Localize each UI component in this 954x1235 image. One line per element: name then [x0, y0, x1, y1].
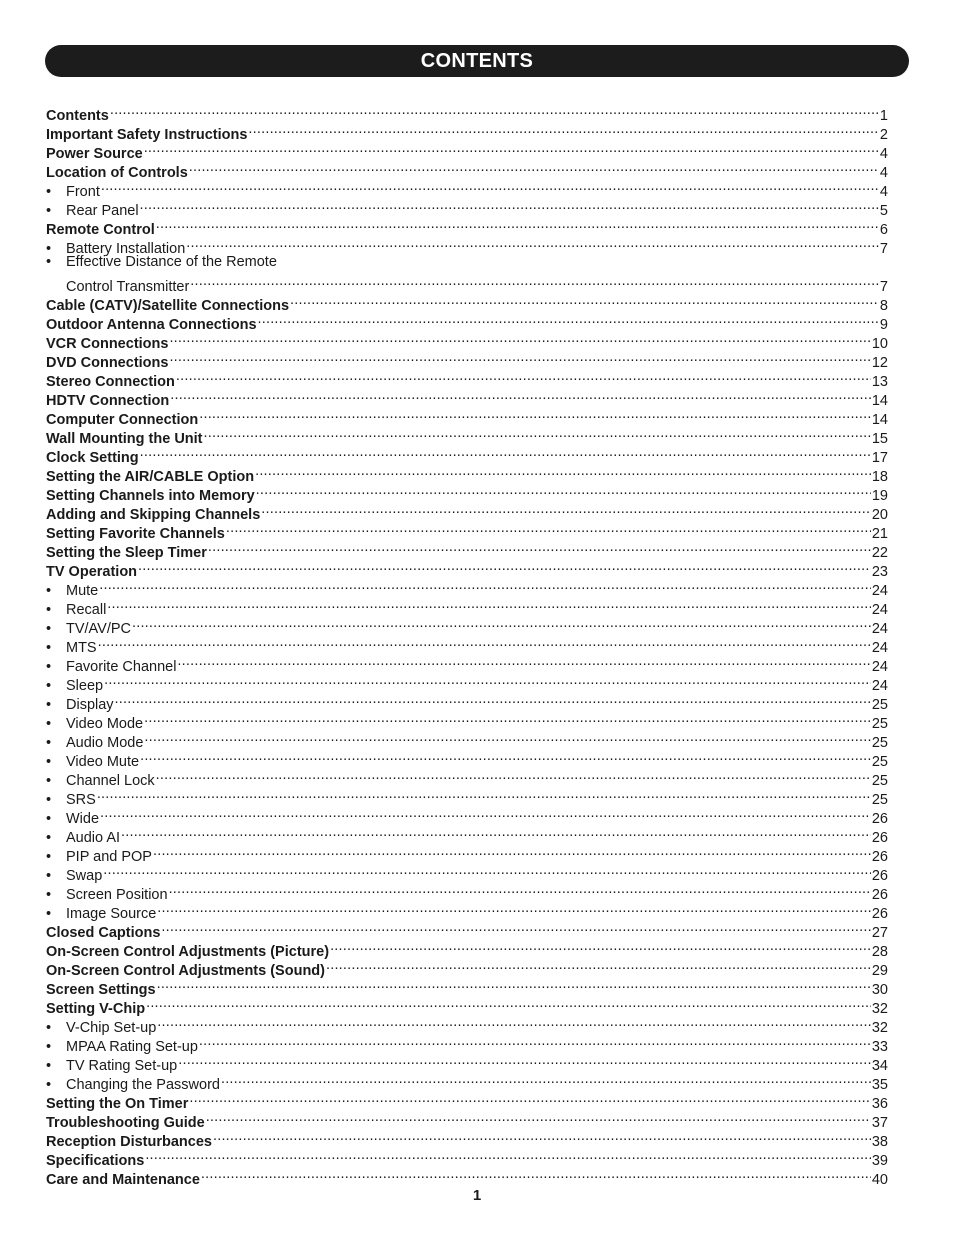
toc-entry[interactable]	[46, 158, 888, 181]
toc-page-number: 15	[871, 431, 888, 447]
bullet-icon: •	[46, 906, 52, 922]
toc-dot-leader	[104, 671, 871, 690]
toc-subentry[interactable]	[46, 709, 888, 732]
toc-subentry[interactable]	[46, 880, 888, 903]
toc-dot-leader	[189, 1089, 871, 1108]
toc-entry-label: Rear Panel	[66, 203, 139, 219]
toc-entry[interactable]	[46, 215, 888, 238]
toc-page-number: 26	[871, 811, 888, 827]
toc-dot-leader	[169, 329, 870, 348]
toc-entry-label: Sleep	[66, 678, 104, 694]
toc-page-number: 4	[879, 165, 888, 181]
toc-page-number: 35	[871, 1077, 888, 1093]
toc-dot-leader	[100, 804, 871, 823]
toc-entry-label: Reception Disturbances	[46, 1134, 212, 1150]
toc-entry[interactable]	[46, 348, 888, 371]
toc-subentry[interactable]	[46, 1013, 888, 1036]
toc-dot-leader	[199, 1032, 871, 1051]
bullet-icon: •	[46, 640, 52, 656]
toc-entry[interactable]	[46, 937, 888, 960]
toc-page-number: 32	[871, 1001, 888, 1017]
toc-entry[interactable]	[46, 994, 888, 1017]
toc-page-number: 26	[871, 887, 888, 903]
toc-subentry[interactable]	[46, 899, 888, 922]
toc-subentry[interactable]	[46, 576, 888, 599]
bullet-icon: •	[46, 754, 52, 770]
toc-entry-label: On-Screen Control Adjustments (Picture)	[46, 944, 330, 960]
bullet-icon: •	[46, 678, 52, 694]
toc-dot-leader	[201, 1165, 871, 1184]
toc-page-number: 26	[871, 868, 888, 884]
toc-subentry[interactable]	[46, 671, 888, 694]
toc-dot-leader	[97, 785, 871, 804]
toc-dot-leader	[170, 386, 871, 405]
page-title: CONTENTS	[420, 49, 534, 72]
toc-dot-leader	[110, 101, 879, 120]
toc-entry-label: Adding and Skipping Channels	[46, 507, 261, 523]
toc-page-number: 14	[871, 393, 888, 409]
toc-subentry[interactable]	[46, 177, 888, 200]
toc-dot-leader	[226, 519, 871, 538]
toc-entry-label: MTS	[66, 640, 97, 656]
toc-entry-label: Screen Position	[66, 887, 168, 903]
toc-entry[interactable]	[46, 975, 888, 998]
toc-subentry[interactable]	[46, 614, 888, 637]
toc-page-number: 36	[871, 1096, 888, 1112]
toc-entry[interactable]	[46, 101, 888, 124]
toc-page-number: 25	[871, 773, 888, 789]
toc-entry-label: Recall	[66, 602, 107, 618]
toc-page-number: 1	[879, 108, 888, 124]
toc-dot-leader	[140, 747, 871, 766]
toc-dot-leader	[258, 310, 879, 329]
toc-dot-leader	[156, 766, 871, 785]
toc-entry-label: Care and Maintenance	[46, 1172, 200, 1188]
toc-dot-leader	[107, 595, 871, 614]
toc-entry-label: Remote Control	[46, 222, 155, 238]
toc-entry-label: Setting the AIR/CABLE Option	[46, 469, 255, 485]
contents-header-bar	[45, 45, 909, 77]
toc-dot-leader	[261, 500, 871, 519]
toc-dot-leader	[186, 234, 879, 253]
toc-page-number: 26	[871, 906, 888, 922]
toc-page-number: 14	[871, 412, 888, 428]
toc-subentry[interactable]	[46, 633, 888, 656]
toc-entry-label: Setting Favorite Channels	[46, 526, 225, 542]
toc-dot-leader	[103, 861, 871, 880]
toc-dot-leader	[330, 937, 871, 956]
toc-page-number: 28	[871, 944, 888, 960]
toc-page-number: 40	[871, 1172, 888, 1188]
toc-subentry[interactable]	[46, 690, 888, 713]
toc-dot-leader	[176, 367, 871, 386]
toc-entry-label: Cable (CATV)/Satellite Connections	[46, 298, 290, 314]
toc-entry-label: Setting Channels into Memory	[46, 488, 255, 504]
toc-dot-leader	[208, 538, 871, 557]
bullet-icon: •	[46, 1077, 52, 1093]
toc-dot-leader	[221, 1070, 871, 1089]
toc-dot-leader	[190, 272, 879, 291]
toc-dot-leader	[153, 842, 871, 861]
toc-entry-label: Power Source	[46, 146, 143, 162]
toc-dot-leader	[189, 158, 879, 177]
toc-subentry[interactable]	[46, 728, 888, 751]
toc-subentry[interactable]	[46, 842, 888, 865]
toc-page-number: 6	[879, 222, 888, 238]
toc-entry-label: Control Transmitter	[66, 279, 190, 295]
toc-dot-leader	[326, 956, 871, 975]
toc-entry[interactable]	[46, 367, 888, 390]
toc-page-number: 4	[879, 146, 888, 162]
bullet-icon: •	[46, 849, 52, 865]
bullet-icon: •	[46, 811, 52, 827]
bullet-icon: •	[46, 716, 52, 732]
toc-entry-label: V-Chip Set-up	[66, 1020, 157, 1036]
bullet-icon: •	[46, 203, 52, 219]
toc-page-number: 25	[871, 697, 888, 713]
toc-subentry[interactable]	[46, 652, 888, 675]
toc-subentry[interactable]	[46, 823, 888, 846]
toc-page-number: 33	[871, 1039, 888, 1055]
toc-entry-label: Channel Lock	[66, 773, 155, 789]
toc-entry-label: Display	[66, 697, 114, 713]
toc-page-number: 24	[871, 659, 888, 675]
toc-entry-label: Clock Setting	[46, 450, 139, 466]
toc-entry-label: Battery Installation	[66, 241, 186, 257]
toc-page-number: 29	[871, 963, 888, 979]
bullet-icon: •	[46, 241, 52, 257]
toc-page-number: 17	[871, 450, 888, 466]
toc-entry-label: Setting V-Chip	[46, 1001, 146, 1017]
bullet-icon: •	[46, 583, 52, 599]
toc-subentry[interactable]	[46, 253, 888, 272]
toc-dot-leader	[157, 1013, 871, 1032]
toc-entry-label: Stereo Connection	[46, 374, 175, 390]
page-number: 1	[472, 1187, 482, 1204]
toc-dot-leader	[213, 1127, 871, 1146]
bullet-icon: •	[46, 1039, 52, 1055]
toc-page-number: 24	[871, 678, 888, 694]
toc-dot-leader	[206, 1108, 871, 1127]
bullet-icon: •	[46, 792, 52, 808]
toc-page-number: 8	[879, 298, 888, 314]
toc-dot-leader	[145, 1146, 871, 1165]
toc-page-number: 20	[871, 507, 888, 523]
bullet-icon: •	[46, 1058, 52, 1074]
toc-page-number: 38	[871, 1134, 888, 1150]
toc-page-number: 25	[871, 716, 888, 732]
toc-dot-leader	[256, 481, 871, 500]
toc-page-number: 18	[871, 469, 888, 485]
toc-page-number: 13	[871, 374, 888, 390]
toc-entry-label: Audio AI	[66, 830, 121, 846]
toc-entry-label: Changing the Password	[66, 1077, 220, 1093]
toc-dot-leader	[99, 576, 871, 595]
toc-entry-label: On-Screen Control Adjustments (Sound)	[46, 963, 325, 979]
toc-entry-label: Swap	[66, 868, 103, 884]
bullet-icon: •	[46, 184, 52, 200]
toc-dot-leader	[121, 823, 871, 842]
toc-page-number: 32	[871, 1020, 888, 1036]
toc-dot-leader	[140, 443, 871, 462]
toc-page-number: 24	[871, 621, 888, 637]
toc-entry[interactable]	[46, 1146, 888, 1169]
toc-entry-label: TV/AV/PC	[66, 621, 131, 637]
toc-page-number: 26	[871, 830, 888, 846]
toc-dot-leader	[177, 652, 870, 671]
toc-entry-label: HDTV Connection	[46, 393, 170, 409]
toc-entry-label: Setting the Sleep Timer	[46, 545, 207, 561]
toc-page-number: 22	[871, 545, 888, 561]
toc-dot-leader	[169, 348, 870, 367]
bullet-icon: •	[46, 621, 52, 637]
toc-entry-label: Outdoor Antenna Connections	[46, 317, 257, 333]
toc-page-number: 37	[871, 1115, 888, 1131]
toc-entry-label: Audio Mode	[66, 735, 144, 751]
toc-dot-leader	[144, 139, 879, 158]
toc-dot-leader	[98, 633, 871, 652]
bullet-icon: •	[46, 1020, 52, 1036]
bullet-icon: •	[46, 887, 52, 903]
toc-dot-leader	[199, 405, 871, 424]
toc-page-number: 2	[879, 127, 888, 143]
toc-entry[interactable]	[46, 443, 888, 466]
toc-dot-leader	[132, 614, 871, 633]
toc-subentry[interactable]	[46, 766, 888, 789]
toc-dot-leader	[178, 1051, 871, 1070]
toc-dot-leader	[156, 215, 879, 234]
toc-entry-label: Location of Controls	[46, 165, 188, 181]
toc-dot-leader	[161, 918, 870, 937]
toc-entry-label: Image Source	[66, 906, 157, 922]
toc-page-number: 25	[871, 735, 888, 751]
toc-page-number: 34	[871, 1058, 888, 1074]
toc-page-number: 27	[871, 925, 888, 941]
toc-entry[interactable]	[46, 329, 888, 352]
toc-page-number: 4	[879, 184, 888, 200]
toc-dot-leader	[140, 196, 879, 215]
toc-entry-label: Video Mode	[66, 716, 144, 732]
toc-entry-label: Closed Captions	[46, 925, 161, 941]
bullet-icon: •	[46, 830, 52, 846]
toc-entry-label: SRS	[66, 792, 96, 808]
toc-page-number: 9	[879, 317, 888, 333]
toc-dot-leader	[255, 462, 871, 481]
toc-entry-label: Specifications	[46, 1153, 145, 1169]
toc-entry-label: Mute	[66, 583, 99, 599]
toc-page-number: 23	[871, 564, 888, 580]
toc-dot-leader	[204, 424, 871, 443]
bullet-icon: •	[46, 254, 52, 270]
toc-entry-label: Contents	[46, 108, 109, 124]
toc-page-number: 24	[871, 583, 888, 599]
bullet-icon: •	[46, 773, 52, 789]
toc-dot-leader	[115, 690, 871, 709]
toc-entry-label: Computer Connection	[46, 412, 199, 428]
toc-subentry[interactable]	[46, 1032, 888, 1055]
toc-entry-label: Screen Settings	[46, 982, 156, 998]
toc-entry-label: Setting the On Timer	[46, 1096, 189, 1112]
toc-entry[interactable]	[46, 557, 888, 580]
bullet-icon: •	[46, 868, 52, 884]
toc-page-number: 25	[871, 792, 888, 808]
toc-entry[interactable]	[46, 120, 888, 143]
toc-dot-leader	[138, 557, 871, 576]
toc-page-number: 24	[871, 640, 888, 656]
toc-dot-leader	[144, 709, 871, 728]
toc-dot-leader	[157, 899, 871, 918]
toc-subentry[interactable]	[46, 196, 888, 219]
toc-page-number: 5	[879, 203, 888, 219]
toc-page-number: 12	[871, 355, 888, 371]
toc-entry-label: VCR Connections	[46, 336, 169, 352]
toc-entry[interactable]	[46, 139, 888, 162]
toc-subentry[interactable]	[46, 785, 888, 808]
toc-subentry[interactable]	[46, 234, 888, 257]
toc-page-number: 19	[871, 488, 888, 504]
toc-dot-leader	[157, 975, 871, 994]
bullet-icon: •	[46, 659, 52, 675]
toc-entry-label: Effective Distance of the Remote	[66, 254, 277, 270]
toc-entry-label: PIP and POP	[66, 849, 152, 865]
toc-dot-leader	[144, 728, 870, 747]
toc-page-number: 26	[871, 849, 888, 865]
toc-entry-label: DVD Connections	[46, 355, 169, 371]
toc-dot-leader	[146, 994, 871, 1013]
toc-subentry[interactable]	[46, 272, 888, 295]
toc-page-number: 24	[871, 602, 888, 618]
toc-page-number: 10	[871, 336, 888, 352]
table-of-contents	[46, 101, 888, 1188]
toc-entry-label: TV Operation	[46, 564, 138, 580]
toc-dot-leader	[290, 291, 879, 310]
toc-entry[interactable]	[46, 462, 888, 485]
toc-page-number: 7	[879, 241, 888, 257]
toc-page-number: 39	[871, 1153, 888, 1169]
bullet-icon: •	[46, 735, 52, 751]
toc-subentry[interactable]	[46, 861, 888, 884]
toc-entry-label: MPAA Rating Set-up	[66, 1039, 198, 1055]
bullet-icon: •	[46, 602, 52, 618]
toc-page-number: 21	[871, 526, 888, 542]
toc-dot-leader	[248, 120, 879, 139]
toc-entry[interactable]	[46, 918, 888, 941]
toc-entry-label: TV Rating Set-up	[66, 1058, 178, 1074]
toc-entry[interactable]	[46, 1165, 888, 1188]
toc-entry-label: Favorite Channel	[66, 659, 177, 675]
toc-dot-leader	[169, 880, 871, 899]
toc-entry-label: Wide	[66, 811, 100, 827]
toc-entry-label: Front	[66, 184, 100, 200]
toc-entry-label: Troubleshooting Guide	[46, 1115, 205, 1131]
toc-page-number: 25	[871, 754, 888, 770]
toc-subentry[interactable]	[46, 804, 888, 827]
toc-entry-label: Important Safety Instructions	[46, 127, 248, 143]
toc-page-number: 30	[871, 982, 888, 998]
toc-dot-leader	[101, 177, 879, 196]
toc-entry[interactable]	[46, 386, 888, 409]
toc-page-number: 7	[879, 279, 888, 295]
toc-subentry[interactable]	[46, 747, 888, 770]
toc-entry-label: Video Mute	[66, 754, 140, 770]
bullet-icon: •	[46, 697, 52, 713]
toc-entry-label: Wall Mounting the Unit	[46, 431, 203, 447]
toc-entry[interactable]	[46, 405, 888, 428]
toc-subentry[interactable]	[46, 595, 888, 618]
